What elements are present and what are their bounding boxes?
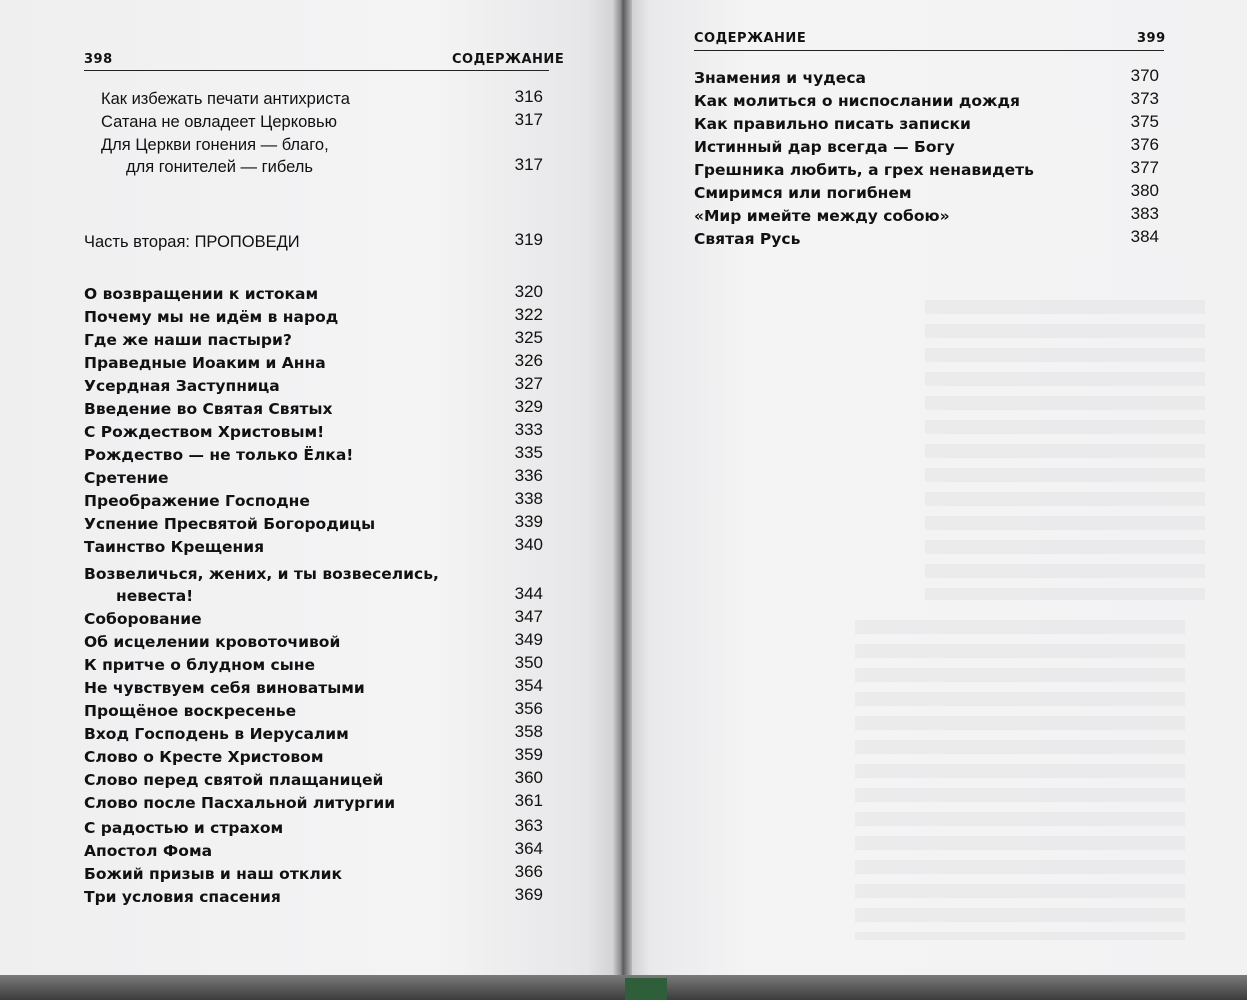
toc-entry-title: С радостью и страхом: [84, 819, 284, 837]
toc-entry-title: О возвращении к истокам: [84, 285, 319, 303]
toc-entry-title: «Мир имейте между собою»: [694, 207, 950, 225]
toc-entry-page: 377: [1130, 158, 1159, 177]
toc-entry-page: 347: [514, 607, 543, 626]
toc-entry-page: 361: [514, 791, 543, 810]
part-heading: [84, 231, 300, 253]
toc-entry-page: 325: [514, 328, 543, 347]
toc-entry-title-continued: невеста!: [116, 587, 194, 605]
toc-entry-page: 317: [514, 155, 543, 174]
toc-entry-page: 375: [1130, 112, 1159, 131]
toc-entry-title: С Рождеством Христовым!: [84, 423, 325, 441]
toc-entry-page: 339: [514, 512, 543, 531]
right-page-number: 399: [1137, 31, 1166, 46]
toc-entry-title: Преображение Господне: [84, 492, 310, 510]
toc-entry-page: 370: [1130, 66, 1159, 85]
toc-entry-title: Знамения и чудеса: [694, 69, 866, 87]
toc-entry-page: 363: [514, 816, 543, 835]
book-bottom-edge: [0, 975, 1247, 1000]
toc-entry-page: 344: [514, 584, 543, 603]
show-through-decoration: [855, 620, 1185, 940]
left-page: [0, 0, 618, 975]
toc-entry-page: 322: [514, 305, 543, 324]
toc-entry-page: 326: [514, 351, 543, 370]
toc-entry-page: 350: [514, 653, 543, 672]
toc-entry-page: 376: [1130, 135, 1159, 154]
toc-entry-title: Соборование: [84, 610, 202, 628]
toc-entry-title: Истинный дар всегда — Богу: [694, 138, 955, 156]
toc-entry-title: Слово после Пасхальной литургии: [84, 794, 396, 812]
toc-entry-page: 384: [1130, 227, 1159, 246]
toc-entry-page: 335: [514, 443, 543, 462]
toc-entry-title: Как правильно писать записки: [694, 115, 971, 133]
book-gutter: [612, 0, 632, 1000]
toc-entry-title: Прощёное воскресенье: [84, 702, 297, 720]
toc-entry-title: Божий призыв и наш отклик: [84, 865, 343, 883]
part-heading-text: Часть вторая: ПРОПОВЕДИ: [84, 233, 300, 251]
toc-entry-title: Для Церкви гонения — благо,: [101, 136, 329, 154]
toc-entry-title: Успение Пресвятой Богородицы: [84, 515, 376, 533]
toc-entry-title: Как молиться о ниспослании дождя: [694, 92, 1020, 110]
left-header-rule: [84, 70, 549, 71]
toc-entry-page: 359: [514, 745, 543, 764]
toc-entry-title: Где же наши пастыри?: [84, 331, 292, 349]
toc-entry-title: Сретение: [84, 469, 169, 487]
toc-entry-page: 333: [514, 420, 543, 439]
toc-entry-title: Усердная Заступница: [84, 377, 280, 395]
toc-entry-title: Почему мы не идём в народ: [84, 308, 339, 326]
toc-entry-title: Не чувствуем себя виноватыми: [84, 679, 365, 697]
toc-entry-title: Как избежать печати антихриста: [101, 90, 350, 108]
toc-entry-title: Введение во Святая Святых: [84, 400, 333, 418]
toc-entry-page: 329: [514, 397, 543, 416]
toc-entry-page: 360: [514, 768, 543, 787]
toc-entry-title: Таинство Крещения: [84, 538, 265, 556]
left-page-number: 398: [84, 52, 113, 67]
toc-entry-page: 327: [514, 374, 543, 393]
toc-entry-page: 364: [514, 839, 543, 858]
toc-entry-title: Рождество — не только Ёлка!: [84, 446, 354, 464]
toc-entry-title: Слово перед святой плащаницей: [84, 771, 384, 789]
toc-entry-title: Сатана не овладеет Церковью: [101, 113, 338, 131]
show-through-decoration: [925, 300, 1205, 600]
toc-entry-title: Праведные Иоаким и Анна: [84, 354, 326, 372]
toc-entry-page: 354: [514, 676, 543, 695]
right-running-head: СОДЕРЖАНИЕ: [694, 31, 807, 46]
toc-entry-page: 380: [1130, 181, 1159, 200]
toc-entry-page: 369: [514, 885, 543, 904]
right-header-rule: [694, 50, 1164, 51]
toc-entry-title-continued: для гонителей — гибель: [126, 158, 313, 176]
toc-entry-title: К притче о блудном сыне: [84, 656, 315, 674]
toc-entry-page: 383: [1130, 204, 1159, 223]
toc-entry-title: Вход Господень в Иерусалим: [84, 725, 349, 743]
toc-entry-page: 336: [514, 466, 543, 485]
toc-entry-title: Слово о Кресте Христовом: [84, 748, 324, 766]
toc-entry-title: Три условия спасения: [84, 888, 281, 906]
book-cover-edge: [625, 978, 667, 1000]
toc-entry-page: 317: [514, 110, 543, 129]
toc-entry-title: Об исцелении кровоточивой: [84, 633, 341, 651]
right-page: [625, 0, 1247, 975]
toc-entry-page: 316: [514, 87, 543, 106]
toc-entry-page: 338: [514, 489, 543, 508]
toc-entry-page: 356: [514, 699, 543, 718]
toc-entry-page: 320: [514, 282, 543, 301]
toc-entry-page: 358: [514, 722, 543, 741]
toc-entry-page: 319: [514, 230, 543, 249]
toc-entry-title: Апостол Фома: [84, 842, 213, 860]
toc-entry-page: 366: [514, 862, 543, 881]
toc-entry-title: Смиримся или погибнем: [694, 184, 912, 202]
toc-entry-title: Грешника любить, а грех ненавидеть: [694, 161, 1034, 179]
toc-entry-page: 349: [514, 630, 543, 649]
left-running-head: СОДЕРЖАНИЕ: [452, 52, 565, 67]
toc-entry-title: Возвеличься, жених, и ты возвеселись,: [84, 565, 439, 583]
toc-entry-title: Святая Русь: [694, 230, 801, 248]
toc-entry-page: 340: [514, 535, 543, 554]
toc-entry-page: 373: [1130, 89, 1159, 108]
